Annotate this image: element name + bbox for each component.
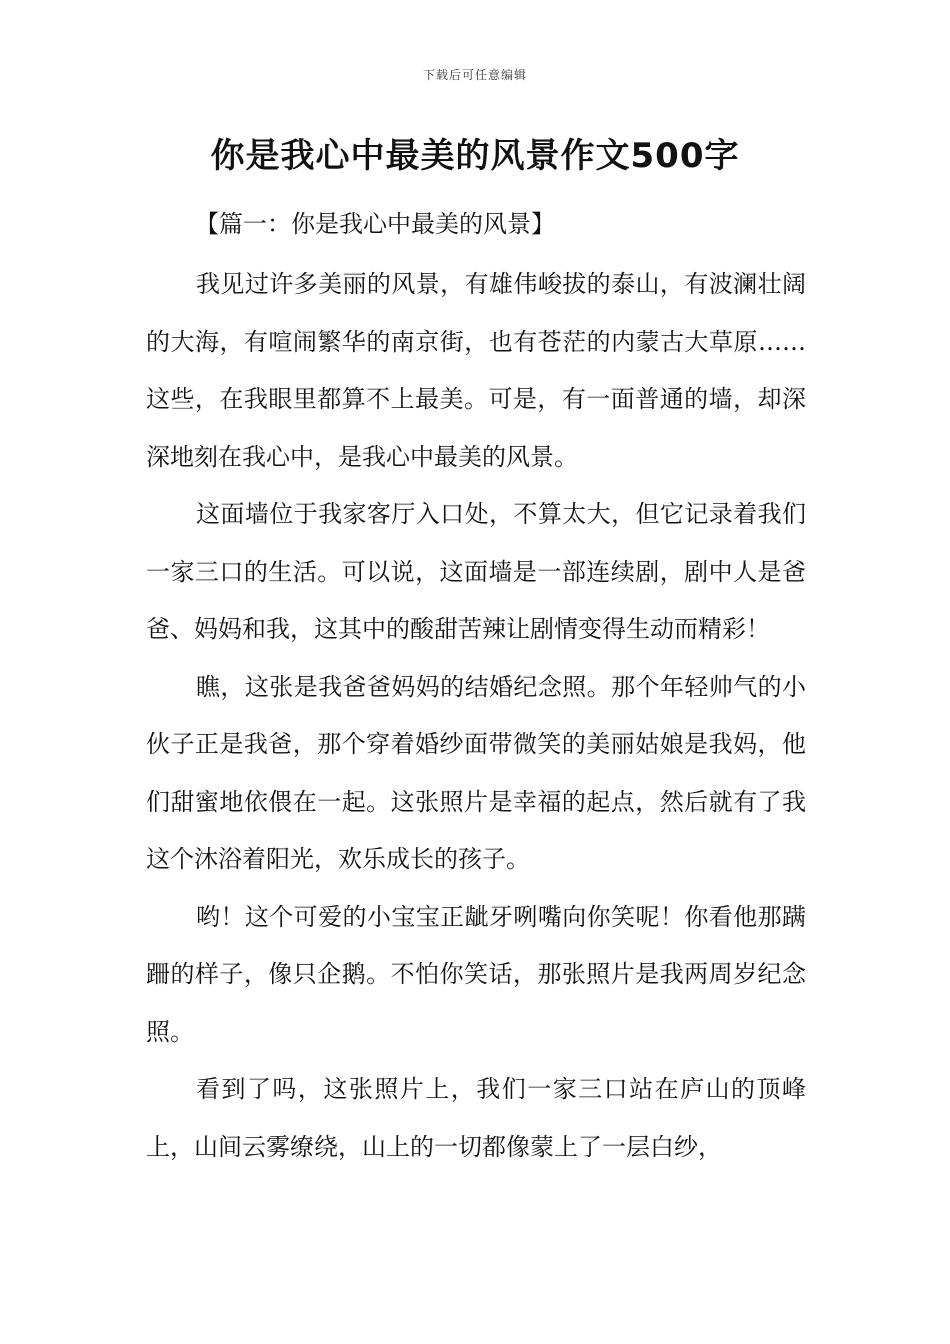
paragraph-5: 看到了吗，这张照片上，我们一家三口站在庐山的顶峰上，山间云雾缭绕，山上的一切都像蒙上了一层白纱， bbox=[146, 1075, 806, 1161]
header-note: 下载后可任意编辑 bbox=[422, 68, 527, 82]
document-title: 你是我心中最美的风景作文500字 bbox=[210, 136, 740, 176]
paragraph-1: 我见过许多美丽的风景，有雄伟峻拔的泰山，有波澜壮阔的大海，有喧闹繁华的南京街，也有苍茫的内蒙古大草原……这些，在我眼里都算不上最美。可是，有一面普通的墙，却深深地刻在我心中，是我心中最美的风景。 bbox=[146, 270, 806, 471]
document-body bbox=[146, 256, 806, 1176]
paragraph-4: 哟！这个可爱的小宝宝正龇牙咧嘴向你笑呢！你看他那蹒跚的样子，像只企鹅。不怕你笑话，那张照片是我两周岁纪念照。 bbox=[146, 902, 806, 1046]
section-heading: 【篇一：你是我心中最美的风景】 bbox=[195, 210, 555, 238]
paragraph-3: 瞧，这张是我爸爸妈妈的结婚纪念照。那个年轻帅气的小伙子正是我爸，那个穿着婚纱面带微笑的美丽姑娘是我妈，他们甜蜜地依偎在一起。这张照片是幸福的起点，然后就有了我这个沐浴着阳光，欢乐成长的孩子。 bbox=[146, 672, 806, 873]
paragraph-2: 这面墙位于我家客厅入口处，不算太大，但它记录着我们一家三口的生活。可以说，这面墙是一部连续剧，剧中人是爸爸、妈妈和我，这其中的酸甜苦辣让剧情变得生动而精彩！ bbox=[146, 500, 806, 643]
